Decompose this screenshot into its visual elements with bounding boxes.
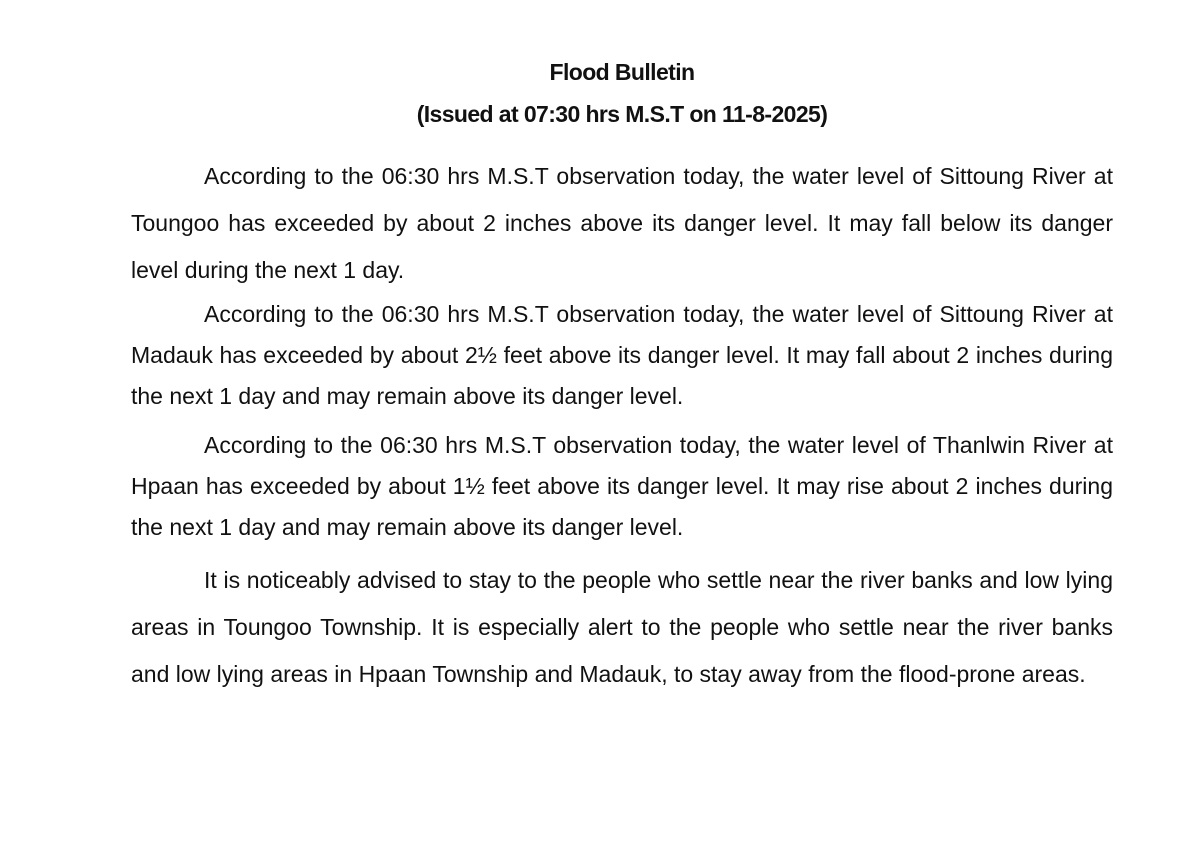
paragraph-advisory: It is noticeably advised to stay to the people who settle near the river banks and low lying areas in Toungoo Township. It is especially alert to the people who settle near the river banks and low lying areas in Hpaan Township and Madauk, to stay away from the flood-prone areas.	[131, 567, 1113, 687]
paragraph-hpaan: According to the 06:30 hrs M.S.T observation today, the water level of Thanlwin River at Hpaan has exceeded by about 1½ feet above its danger level. It may rise about 2 inches during the next 1 day and may remain above its danger level.	[131, 432, 1113, 540]
paragraph-toungoo: According to the 06:30 hrs M.S.T observation today, the water level of Sittoung River at Toungoo has exceeded by about 2 inches above its danger level. It may fall below its danger level during the next 1 day.	[131, 163, 1113, 283]
issued-line: (Issued at 07:30 hrs M.S.T on 11-8-2025)	[416, 101, 828, 127]
bulletin-title: Flood Bulletin	[549, 59, 695, 85]
paragraph-madauk: According to the 06:30 hrs M.S.T observation today, the water level of Sittoung River at Madauk has exceeded by about 2½ feet above its danger level. It may fall about 2 inches during the next 1 day and may remain above its danger level.	[131, 301, 1113, 409]
